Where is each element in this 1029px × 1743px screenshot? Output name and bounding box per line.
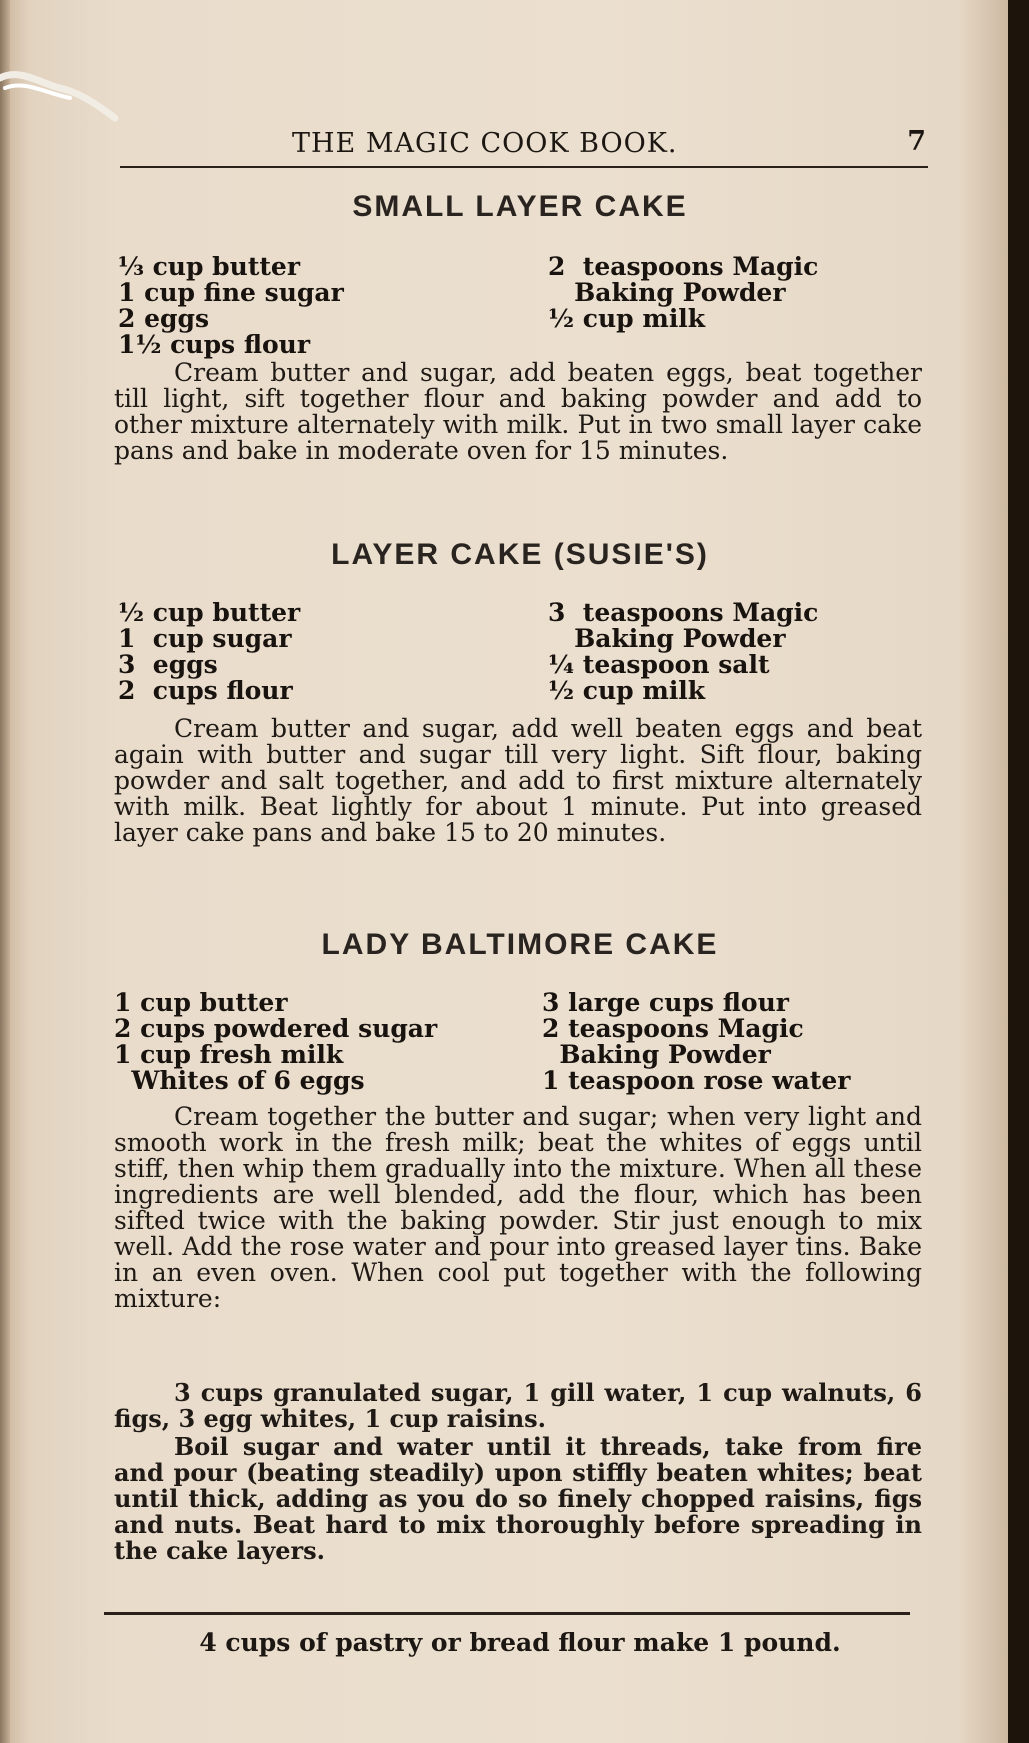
ingredients-left (118, 600, 300, 704)
page-header (120, 126, 928, 168)
recipe-method: Cream butter and sugar, add beaten eggs, beat together till light, sift together flour and baking powder and add to other mixture alternately with milk. Put in two small layer cake pans and bake in moderate oven for 15 minutes. (114, 358, 922, 465)
ingredients-right (542, 990, 850, 1094)
page-spine (0, 0, 10, 1743)
ingredient: ⅓ cup butter (118, 252, 300, 281)
ingredient: 1 cup fine sugar (118, 278, 344, 307)
ingredients-right (548, 254, 818, 332)
footer-divider (104, 1612, 910, 1615)
ingredient: 3 eggs (118, 650, 218, 679)
recipe-title-small-layer-cake: SMALL LAYER CAKE (352, 190, 688, 223)
ingredients-right (548, 600, 818, 704)
ingredient: Baking Powder (548, 278, 786, 307)
ingredient: 3 teaspoons Magic (548, 598, 819, 627)
recipe-method: Cream together the butter and sugar; when very light and smooth work in the fresh milk; beat the whites of eggs until stiff, then whip them gradually into the mixture. When all these ingredients are well blended, add the flour, which has been sifted twice with the baking powder. Stir just enough to mix well. Add the rose water and pour into greased layer tins. Bake in an even oven. When cool put together with the following mixture: (114, 1102, 922, 1313)
filling-method: Boil sugar and water until it threads, take from fire and pour (beating steadily) upon stiffly beaten whites; beat until thick, adding as you do so finely chopped raisins, figs and nuts. Beat hard to mix thoroughly before spreading in the cake layers. (114, 1432, 922, 1565)
ingredient: Whites of 6 eggs (114, 1066, 365, 1095)
ingredient: 1 cup sugar (118, 624, 292, 653)
ingredient: 1 teaspoon rose water (542, 1066, 851, 1095)
ingredient: ½ cup butter (118, 598, 301, 627)
ingredient: 3 large cups flour (542, 988, 789, 1017)
ingredient: 2 teaspoons Magic (542, 1014, 804, 1043)
ingredient: 1 cup fresh milk (114, 1040, 344, 1069)
recipe-title-lady-baltimore-cake: LADY BALTIMORE CAKE (321, 928, 719, 961)
book-edge (1008, 0, 1029, 1743)
recipe-method: Cream butter and sugar, add well beaten eggs and beat again with butter and sugar till very light. Sift flour, baking powder and salt together, and add to first mixture alternately with milk. Beat lightly for about 1 minute. Put into greased layer cake pans and bake 15 to 20 minutes. (114, 714, 922, 847)
ingredients-left (118, 254, 344, 358)
ingredient: 2 cups powdered sugar (114, 1014, 438, 1043)
binding-string-icon (0, 58, 120, 128)
footer-note: 4 cups of pastry or bread flour make 1 pound. (199, 1628, 841, 1657)
ingredient: 1½ cups flour (118, 330, 311, 359)
filling-ingredients: 3 cups granulated sugar, 1 gill water, 1 cup walnuts, 6 figs, 3 egg whites, 1 cup raisins. (114, 1378, 922, 1433)
ingredient: 1 cup butter (114, 988, 288, 1017)
ingredient: Baking Powder (548, 624, 786, 653)
ingredient: ½ cup milk (548, 676, 706, 705)
ingredient: ¼ teaspoon salt (548, 650, 770, 679)
ingredient: 2 cups flour (118, 676, 293, 705)
page-number: 7 (907, 126, 926, 157)
book-title: THE MAGIC COOK BOOK. (292, 128, 678, 159)
ingredient: ½ cup milk (548, 304, 706, 333)
ingredient: 2 eggs (118, 304, 210, 333)
ingredient: Baking Powder (542, 1040, 771, 1069)
ingredients-left (114, 990, 437, 1094)
recipe-title-layer-cake-susies: LAYER CAKE (SUSIE'S) (331, 538, 709, 571)
ingredient: 2 teaspoons Magic (548, 252, 819, 281)
